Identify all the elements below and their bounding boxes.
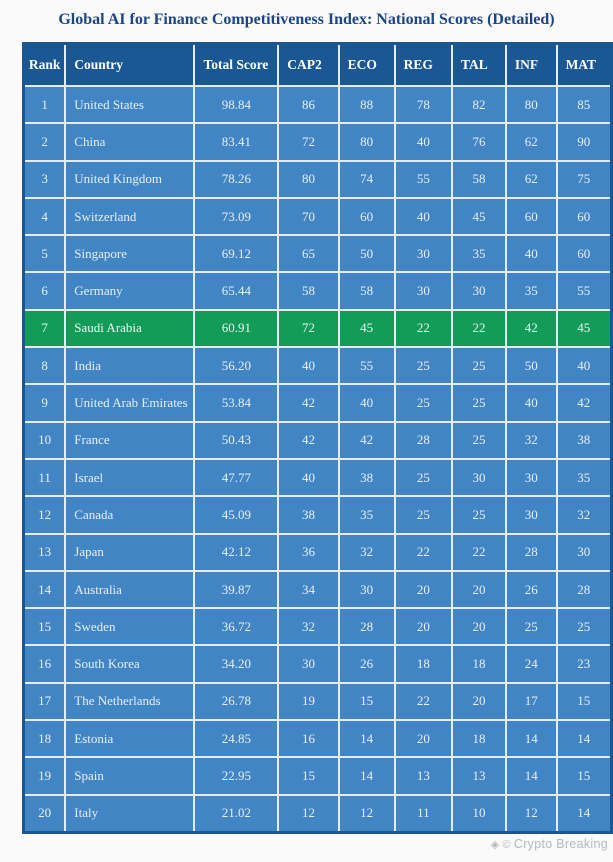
cell-mat: 15	[557, 683, 612, 720]
table-row	[24, 347, 612, 384]
cell-cap2: 65	[278, 235, 338, 272]
cell-mat: 75	[557, 161, 612, 198]
cell-mat: 14	[557, 720, 612, 757]
cell-eco: 38	[339, 459, 395, 496]
cell-mat: 32	[557, 496, 612, 533]
cell-cap2: 80	[278, 161, 338, 198]
cell-cap2: 40	[278, 459, 338, 496]
cell-reg: 25	[395, 384, 452, 421]
cell-rank: 3	[24, 161, 66, 198]
cell-reg: 55	[395, 161, 452, 198]
cell-total-score: 22.95	[194, 757, 278, 794]
cell-eco: 60	[339, 198, 395, 235]
cell-mat: 28	[557, 571, 612, 608]
cell-tal: 10	[452, 795, 506, 833]
cell-country: Switzerland	[65, 198, 194, 235]
cell-country: United States	[65, 86, 194, 123]
cell-eco: 88	[339, 86, 395, 123]
cell-tal: 35	[452, 235, 506, 272]
cell-cap2: 40	[278, 347, 338, 384]
cell-reg: 30	[395, 272, 452, 309]
cell-total-score: 65.44	[194, 272, 278, 309]
cell-mat: 14	[557, 795, 612, 833]
cell-reg: 25	[395, 496, 452, 533]
cell-inf: 24	[506, 645, 557, 682]
cell-tal: 20	[452, 571, 506, 608]
cell-tal: 22	[452, 534, 506, 571]
cell-inf: 62	[506, 123, 557, 160]
cell-country: France	[65, 422, 194, 459]
cell-tal: 76	[452, 123, 506, 160]
table-row	[24, 459, 612, 496]
crypto-breaking-logo-icon: ◈	[490, 839, 500, 851]
cell-tal: 18	[452, 645, 506, 682]
cell-mat: 15	[557, 757, 612, 794]
cell-inf: 14	[506, 720, 557, 757]
cell-mat: 30	[557, 534, 612, 571]
cell-inf: 62	[506, 161, 557, 198]
cell-eco: 45	[339, 310, 395, 347]
cell-total-score: 56.20	[194, 347, 278, 384]
cell-mat: 55	[557, 272, 612, 309]
cell-tal: 82	[452, 86, 506, 123]
cell-eco: 26	[339, 645, 395, 682]
cell-eco: 55	[339, 347, 395, 384]
cell-inf: 30	[506, 496, 557, 533]
cell-inf: 40	[506, 235, 557, 272]
cell-tal: 25	[452, 496, 506, 533]
column-header-country: Country	[65, 44, 194, 87]
cell-total-score: 78.26	[194, 161, 278, 198]
cell-eco: 74	[339, 161, 395, 198]
cell-total-score: 34.20	[194, 645, 278, 682]
cell-inf: 28	[506, 534, 557, 571]
cell-reg: 20	[395, 571, 452, 608]
cell-inf: 35	[506, 272, 557, 309]
table-row	[24, 795, 612, 833]
cell-reg: 25	[395, 459, 452, 496]
cell-total-score: 53.84	[194, 384, 278, 421]
cell-reg: 11	[395, 795, 452, 833]
cell-country: United Arab Emirates	[65, 384, 194, 421]
cell-country: Australia	[65, 571, 194, 608]
cell-cap2: 19	[278, 683, 338, 720]
cell-reg: 20	[395, 720, 452, 757]
cell-total-score: 60.91	[194, 310, 278, 347]
watermark	[491, 837, 608, 851]
cell-cap2: 16	[278, 720, 338, 757]
cell-mat: 85	[557, 86, 612, 123]
cell-country: Spain	[65, 757, 194, 794]
column-header-inf: INF	[506, 44, 557, 87]
column-header-rank: Rank	[24, 44, 66, 87]
cell-tal: 30	[452, 272, 506, 309]
table-row	[24, 422, 612, 459]
cell-mat: 35	[557, 459, 612, 496]
cell-inf: 25	[506, 608, 557, 645]
header-row	[24, 44, 612, 87]
cell-reg: 22	[395, 534, 452, 571]
cell-eco: 80	[339, 123, 395, 160]
cell-mat: 60	[557, 235, 612, 272]
column-header-mat: MAT	[557, 44, 612, 87]
cell-total-score: 42.12	[194, 534, 278, 571]
cell-cap2: 36	[278, 534, 338, 571]
cell-total-score: 47.77	[194, 459, 278, 496]
table-row	[24, 534, 612, 571]
cell-reg: 40	[395, 198, 452, 235]
cell-rank: 1	[24, 86, 66, 123]
cell-inf: 42	[506, 310, 557, 347]
cell-tal: 13	[452, 757, 506, 794]
cell-eco: 32	[339, 534, 395, 571]
cell-reg: 22	[395, 683, 452, 720]
table-row	[24, 310, 612, 347]
cell-mat: 38	[557, 422, 612, 459]
cell-cap2: 32	[278, 608, 338, 645]
table-row	[24, 161, 612, 198]
table-row	[24, 86, 612, 123]
cell-rank: 10	[24, 422, 66, 459]
cell-tal: 25	[452, 422, 506, 459]
cell-country: China	[65, 123, 194, 160]
cell-reg: 40	[395, 123, 452, 160]
cell-reg: 13	[395, 757, 452, 794]
cell-rank: 4	[24, 198, 66, 235]
cell-country: Estonia	[65, 720, 194, 757]
cell-country: United Kingdom	[65, 161, 194, 198]
cell-tal: 45	[452, 198, 506, 235]
cell-mat: 25	[557, 608, 612, 645]
cell-cap2: 38	[278, 496, 338, 533]
cell-country: Germany	[65, 272, 194, 309]
cell-rank: 8	[24, 347, 66, 384]
cell-mat: 90	[557, 123, 612, 160]
cell-eco: 15	[339, 683, 395, 720]
cell-country: The Netherlands	[65, 683, 194, 720]
cell-cap2: 42	[278, 422, 338, 459]
table-row	[24, 123, 612, 160]
cell-rank: 20	[24, 795, 66, 833]
watermark-text: Crypto Breaking	[513, 837, 608, 851]
cell-total-score: 73.09	[194, 198, 278, 235]
cell-country: India	[65, 347, 194, 384]
cell-tal: 20	[452, 608, 506, 645]
table-row	[24, 384, 612, 421]
cell-inf: 26	[506, 571, 557, 608]
cell-cap2: 34	[278, 571, 338, 608]
cell-country: Japan	[65, 534, 194, 571]
cell-eco: 30	[339, 571, 395, 608]
cell-inf: 40	[506, 384, 557, 421]
cell-rank: 13	[24, 534, 66, 571]
cell-country: Singapore	[65, 235, 194, 272]
cell-reg: 20	[395, 608, 452, 645]
table-row	[24, 645, 612, 682]
table-row	[24, 571, 612, 608]
cell-cap2: 12	[278, 795, 338, 833]
cell-cap2: 86	[278, 86, 338, 123]
cell-rank: 14	[24, 571, 66, 608]
cell-total-score: 98.84	[194, 86, 278, 123]
cell-reg: 78	[395, 86, 452, 123]
cell-inf: 60	[506, 198, 557, 235]
cell-rank: 16	[24, 645, 66, 682]
cell-country: South Korea	[65, 645, 194, 682]
cell-total-score: 45.09	[194, 496, 278, 533]
table-row	[24, 272, 612, 309]
column-header-total-score: Total Score	[194, 44, 278, 87]
cell-tal: 25	[452, 347, 506, 384]
cell-tal: 30	[452, 459, 506, 496]
table-row	[24, 608, 612, 645]
cell-reg: 30	[395, 235, 452, 272]
cell-country: Italy	[65, 795, 194, 833]
cell-inf: 17	[506, 683, 557, 720]
table-row	[24, 757, 612, 794]
cell-total-score: 26.78	[194, 683, 278, 720]
cell-mat: 42	[557, 384, 612, 421]
cell-eco: 35	[339, 496, 395, 533]
cell-country: Sweden	[65, 608, 194, 645]
cell-inf: 80	[506, 86, 557, 123]
cell-country: Canada	[65, 496, 194, 533]
cell-rank: 18	[24, 720, 66, 757]
cell-reg: 22	[395, 310, 452, 347]
column-header-cap2: CAP2	[278, 44, 338, 87]
cell-mat: 45	[557, 310, 612, 347]
cell-total-score: 36.72	[194, 608, 278, 645]
cell-rank: 15	[24, 608, 66, 645]
cell-cap2: 30	[278, 645, 338, 682]
cell-rank: 17	[24, 683, 66, 720]
cell-cap2: 72	[278, 310, 338, 347]
scores-table	[22, 42, 613, 834]
cell-rank: 12	[24, 496, 66, 533]
copyright-icon: ©	[502, 839, 511, 851]
cell-rank: 5	[24, 235, 66, 272]
cell-eco: 40	[339, 384, 395, 421]
page-title: Global AI for Finance Competitiveness Index: National Scores (Detailed)	[58, 11, 555, 28]
cell-cap2: 15	[278, 757, 338, 794]
cell-reg: 28	[395, 422, 452, 459]
cell-tal: 58	[452, 161, 506, 198]
cell-total-score: 50.43	[194, 422, 278, 459]
cell-tal: 25	[452, 384, 506, 421]
cell-cap2: 70	[278, 198, 338, 235]
table-row	[24, 720, 612, 757]
cell-inf: 14	[506, 757, 557, 794]
column-header-reg: REG	[395, 44, 452, 87]
cell-country: Saudi Arabia	[65, 310, 194, 347]
cell-eco: 28	[339, 608, 395, 645]
cell-tal: 20	[452, 683, 506, 720]
cell-total-score: 21.02	[194, 795, 278, 833]
cell-eco: 14	[339, 720, 395, 757]
cell-total-score: 24.85	[194, 720, 278, 757]
column-header-eco: ECO	[339, 44, 395, 87]
cell-rank: 9	[24, 384, 66, 421]
cell-total-score: 39.87	[194, 571, 278, 608]
cell-rank: 19	[24, 757, 66, 794]
column-header-tal: TAL	[452, 44, 506, 87]
table-row	[24, 198, 612, 235]
table-row	[24, 683, 612, 720]
cell-total-score: 83.41	[194, 123, 278, 160]
table-row	[24, 496, 612, 533]
cell-eco: 12	[339, 795, 395, 833]
cell-cap2: 72	[278, 123, 338, 160]
cell-rank: 7	[24, 310, 66, 347]
cell-rank: 11	[24, 459, 66, 496]
cell-country: Israel	[65, 459, 194, 496]
cell-cap2: 58	[278, 272, 338, 309]
cell-mat: 23	[557, 645, 612, 682]
cell-mat: 40	[557, 347, 612, 384]
cell-inf: 12	[506, 795, 557, 833]
cell-eco: 42	[339, 422, 395, 459]
cell-reg: 25	[395, 347, 452, 384]
cell-rank: 6	[24, 272, 66, 309]
cell-inf: 30	[506, 459, 557, 496]
cell-total-score: 69.12	[194, 235, 278, 272]
cell-eco: 50	[339, 235, 395, 272]
cell-eco: 14	[339, 757, 395, 794]
cell-eco: 58	[339, 272, 395, 309]
cell-cap2: 42	[278, 384, 338, 421]
cell-rank: 2	[24, 123, 66, 160]
cell-tal: 18	[452, 720, 506, 757]
cell-reg: 18	[395, 645, 452, 682]
table-row	[24, 235, 612, 272]
cell-mat: 60	[557, 198, 612, 235]
cell-tal: 22	[452, 310, 506, 347]
cell-inf: 50	[506, 347, 557, 384]
cell-inf: 32	[506, 422, 557, 459]
